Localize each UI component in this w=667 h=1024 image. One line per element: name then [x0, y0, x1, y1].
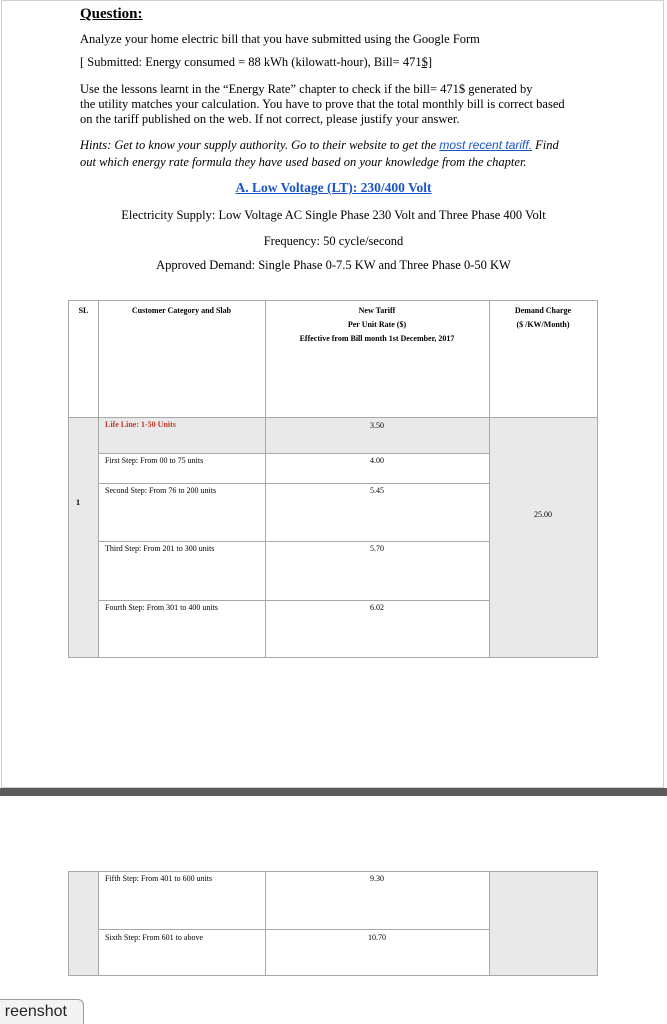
- sl-column-shade: [69, 417, 98, 657]
- hint-text-b: Find: [535, 138, 559, 152]
- header-demand-line-2: ($ /KW/Month): [516, 320, 570, 329]
- header-category: Customer Category and Slab: [131, 306, 232, 315]
- supply-line: Electricity Supply: Low Voltage AC Single Phase 230 Volt and Three Phase 400 Volt: [121, 208, 546, 222]
- sl-column-shade-2: [69, 871, 98, 975]
- row-category-second-step: Second Step: From 76 to 200 units: [105, 486, 217, 495]
- row-category-fifth-step: Fifth Step: From 401 to 600 units: [105, 874, 213, 883]
- hint-line-2: out which energy rate formula they have used based on your knowledge from the chapter.: [80, 155, 527, 169]
- row-rate-sixth-step: 10.70: [368, 933, 386, 942]
- header-sl: SL: [78, 306, 89, 315]
- question-paragraph-line-1: Use the lessons learnt in the “Energy Rate” chapter to check if the bill= 471$ generated by: [80, 82, 533, 96]
- row-rate-lifeline: 3.50: [370, 421, 384, 430]
- submitted-text: [ Submitted: Energy consumed = 88 kWh (kilowatt-hour), Bill= 471: [80, 55, 422, 69]
- header-tariff-line-2: Per Unit Rate ($): [347, 320, 407, 329]
- row-rate-second-step: 5.45: [370, 486, 384, 495]
- hint-line-1: [80, 138, 559, 153]
- question-paragraph-line-2: the utility matches your calculation. You have to prove that the total monthly bill is correct based: [80, 97, 565, 111]
- row-rate-fourth-step: 6.02: [370, 603, 384, 612]
- frequency-line: Frequency: 50 cycle/second: [263, 234, 404, 248]
- row-category-sixth-step: Sixth Step: From 601 to above: [105, 933, 203, 942]
- section-title: A. Low Voltage (LT): 230/400 Volt: [235, 180, 432, 195]
- demand-column-shade-2: [489, 871, 597, 975]
- row-category-third-step: Third Step: From 201 to 300 units: [105, 544, 215, 553]
- header-tariff-line-3: Effective from Bill month 1st December, 2017: [299, 334, 455, 343]
- header-demand-line-1: Demand Charge: [514, 306, 572, 315]
- row-category-lifeline: Life Line: 1-50 Units: [105, 420, 176, 429]
- row-rate-fifth-step: 9.30: [370, 874, 384, 883]
- hint-text-a: Hints: Get to know your supply authority. Go to their website to get the: [80, 138, 437, 152]
- sl-value: 1: [76, 498, 80, 507]
- submitted-line: [80, 55, 432, 70]
- demand-column-shade: [489, 417, 597, 657]
- question-heading: Question:: [80, 6, 143, 22]
- document-page-2: [0, 796, 667, 1024]
- row-category-first-step: First Step: From 00 to 75 units: [105, 456, 204, 465]
- submitted-tail: $]: [421, 55, 433, 69]
- question-intro: Analyze your home electric bill that you have submitted using the Google Form: [80, 32, 480, 46]
- question-paragraph-line-3: on the tariff published on the web. If not correct, please justify your answer.: [80, 112, 460, 126]
- screenshot-tab-label: reenshot: [4, 1003, 67, 1020]
- row-rate-first-step: 4.00: [370, 456, 384, 465]
- screenshot-tab[interactable]: [0, 999, 84, 1024]
- demand-charge-value: 25.00: [534, 510, 552, 519]
- approved-demand-line: Approved Demand: Single Phase 0-7.5 KW and Three Phase 0-50 KW: [156, 258, 511, 272]
- header-tariff-line-1: New Tariff: [358, 306, 396, 315]
- row-category-fourth-step: Fourth Step: From 301 to 400 units: [105, 603, 218, 612]
- most-recent-tariff-link[interactable]: most recent tariff.: [439, 138, 533, 152]
- row-rate-third-step: 5.70: [370, 544, 384, 553]
